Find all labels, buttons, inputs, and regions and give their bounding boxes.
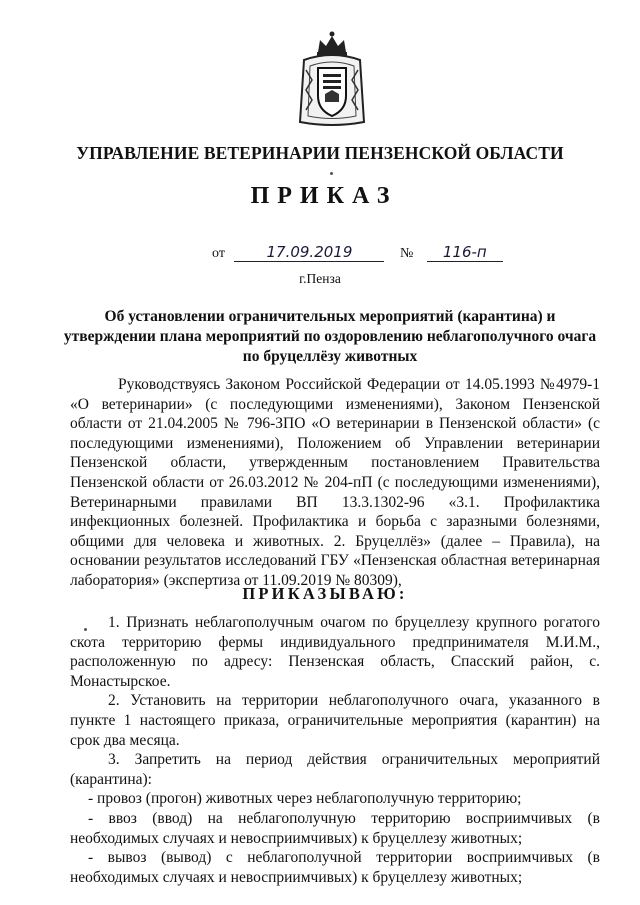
organization-name: УПРАВЛЕНИЕ ВЕТЕРИНАРИИ ПЕНЗЕНСКОЙ ОБЛАСТИ — [76, 143, 564, 163]
date-number-line — [212, 243, 503, 265]
preamble-paragraph: Руководствуясь Законом Российской Федерации от 14.05.1993 №4979-1 «О ветеринарии» (с последующими изменениями), Законом Пензенской области от 21.04.2005 № 796-ЗПО «О ветеринарии в Пензенской области» (с последующими изменениями), Положением об Управлении ветеринарии Пензенской области, утвержденным постановлением Правительства Пензенской области от 26.03.2012 № 204-пП (с последующими изменениями), Ветеринарными правилами ВП 13.3.1302-96 «3.1. Профилактика инфекционных болезней. Профилактика и борьба с заразными болезнями, общими для человека и животных. 2. Бруцеллёз» (далее – Правила), на основании результатов исследований ГБУ «Пензенская областная ветеринарная лаборатория» (экспертиза от 11.09.2019 № 80309), — [70, 376, 600, 589]
decree-heading: ПРИКАЗЫВАЮ: — [242, 584, 408, 603]
order-item-3: 3. Запретить на период действия ограничительных мероприятий (карантина): — [70, 751, 600, 788]
city-name: г.Пенза — [299, 271, 341, 286]
order-subitem-2: - ввоз (ввод) на неблагополучную территорию восприимчивых (в необходимых случаях и невосприимчивых) к бруцеллезу животных; — [70, 809, 600, 847]
order-number: 116-п — [427, 243, 503, 262]
date-prefix: от — [212, 246, 225, 261]
order-date: 17.09.2019 — [234, 243, 384, 262]
order-subitem-1: - провоз (прогон) животных через неблагополучную территорию; — [88, 790, 522, 808]
scan-speck — [330, 172, 333, 175]
order-items — [70, 613, 600, 887]
scan-speck — [84, 628, 87, 631]
coat-of-arms-emblem — [296, 30, 368, 130]
order-item-1: 1. Признать неблагополучным очагом по бруцеллезу крупного рогатого скота территорию фермы индивидуального предпринимателя М.И.М., расположенную по адресу: Пензенская область, Спасский район, с. Монастырское. — [70, 614, 600, 690]
order-subject: Об установлении ограничительных мероприятий (карантина) и утверждении плана мероприятий по оздоровлению неблагополучного очага по бруцеллёзу животных — [63, 308, 597, 365]
order-item-2: 2. Установить на территории неблагополучного очага, указанного в пункте 1 настоящего приказа, ограничительные мероприятия (карантин) на срок два месяца. — [70, 692, 600, 749]
document-type-title: ПРИКАЗ — [250, 183, 398, 209]
number-prefix: № — [399, 246, 414, 261]
order-subitem-3: - вывоз (вывод) с неблагополучной территории восприимчивых (в необходимых случаях и невосприимчивых) к бруцеллезу животных; — [70, 849, 600, 886]
